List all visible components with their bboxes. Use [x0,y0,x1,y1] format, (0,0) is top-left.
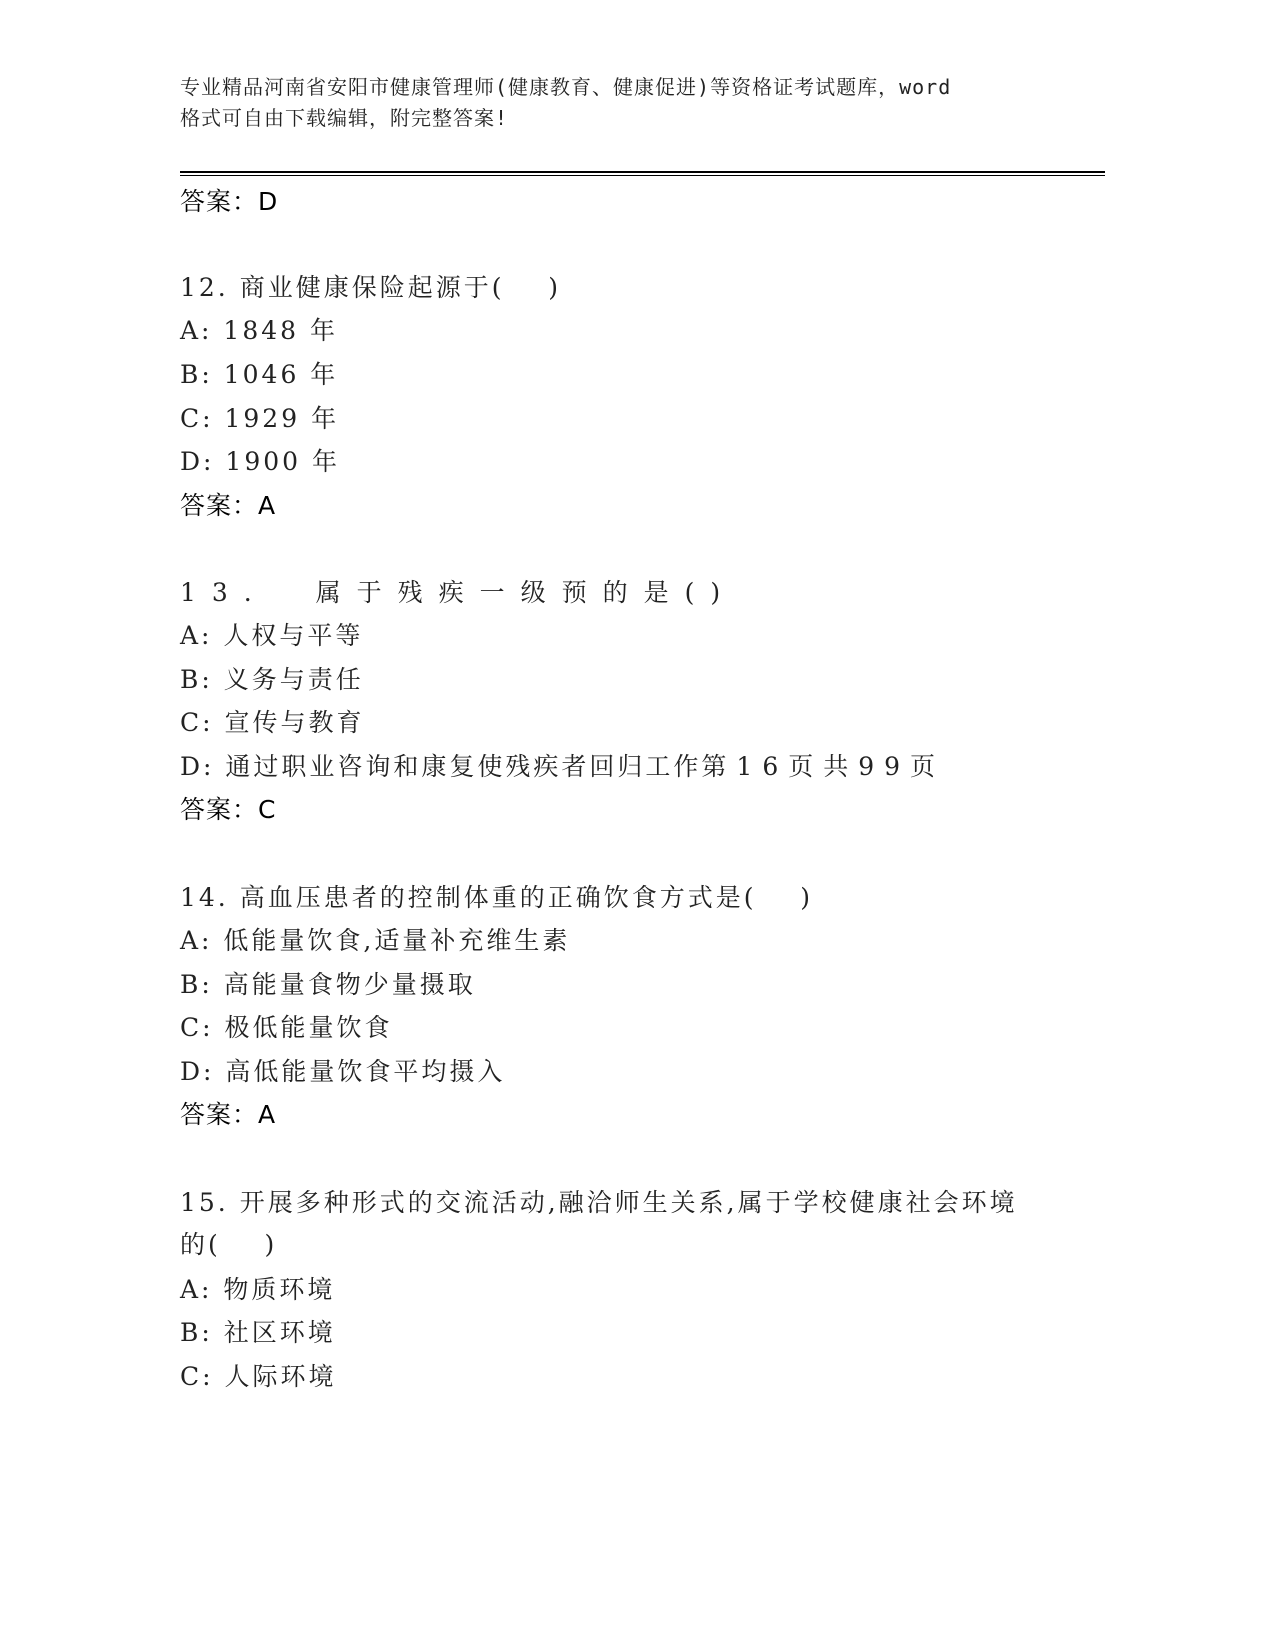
question-15-option-a: A: 物质环境 [180,1275,336,1304]
question-15-stem: 15. 开展多种形式的交流活动,融洽师生关系,属于学校健康社会环境 [180,1188,1018,1217]
answer-11: 答案：D [180,187,279,216]
question-12-option-a: A: 1848 年 [180,316,338,345]
answer-14: 答案：A [180,1100,277,1129]
question-12-option-d: D: 1900 年 [180,447,340,476]
question-13-option-c: C: 宣传与教育 [180,708,365,737]
option-text: D: 通过职业咨询和康复使残疾者回归工作 [180,752,702,781]
answer-13: 答案：C [180,795,277,824]
header-line-1: 专业精品河南省安阳市健康管理师(健康教育、健康促进)等资格证考试题库，word [180,75,952,99]
question-13-option-a: A: 人权与平等 [180,621,364,650]
answer-12: 答案：A [180,491,277,520]
question-12-stem: 12. 商业健康保险起源于( ) [180,273,561,302]
question-13-option-d [180,752,945,782]
question-12-option-b: B: 1046 年 [180,360,339,389]
question-13-option-b: B: 义务与责任 [180,665,364,694]
header-rule-bottom [180,175,1105,176]
question-13-stem: 13. 属于残疾一级预的是() [180,578,737,607]
page-footer: 第16页共99页 [701,752,946,781]
question-12-option-c: C: 1929 年 [180,404,340,433]
question-14-option-b: B: 高能量食物少量摄取 [180,970,476,999]
question-14-option-c: C: 极低能量饮食 [180,1013,393,1042]
header-rule-top [180,171,1105,173]
question-14-option-d: D: 高低能量饮食平均摄入 [180,1057,506,1086]
question-15-option-c: C: 人际环境 [180,1362,337,1391]
question-14-stem: 14. 高血压患者的控制体重的正确饮食方式是( ) [180,883,814,912]
question-15-stem-cont: 的( ) [180,1230,278,1259]
question-15-option-b: B: 社区环境 [180,1318,336,1347]
question-14-option-a: A: 低能量饮食,适量补充维生素 [180,926,571,955]
header-line-2: 格式可自由下载编辑，附完整答案! [180,106,509,130]
